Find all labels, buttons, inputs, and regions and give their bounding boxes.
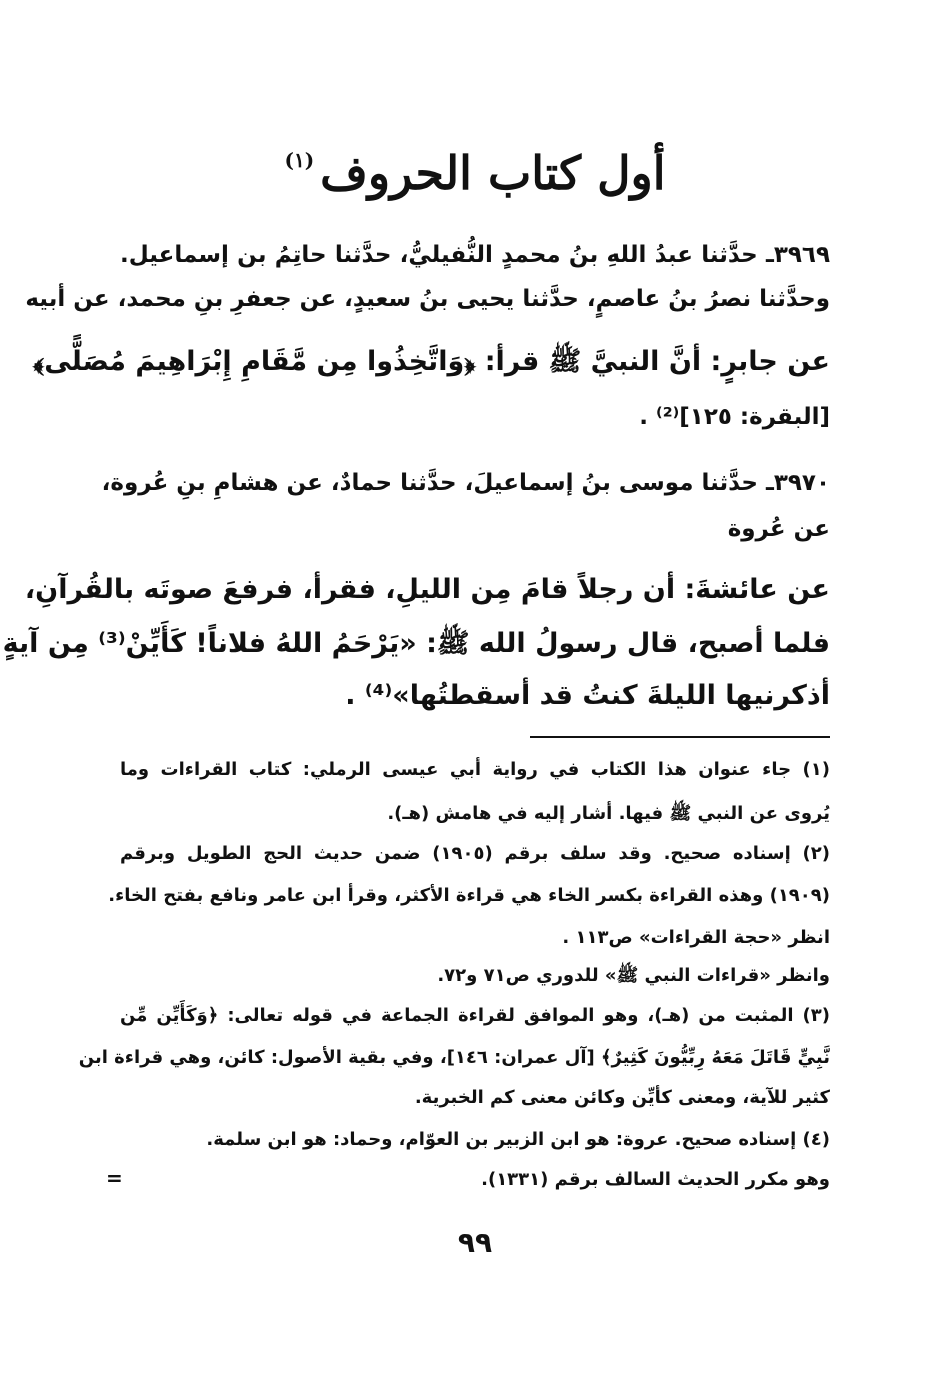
footnote-3-line-2: نَّبِيٍّ قَاتَلَ مَعَهُ رِبِّيُّونَ كَثِيرٌ﴾ [آل عمران: ١٤٦]، وفي بقية الأصول: كائن، وهي قراءة ابن: [78, 1047, 830, 1068]
hadith-3969-line-2: وحدَّثنا نصرُ بنُ عاصمٍ، حدَّثنا يحيى بنُ سعيدٍ، عن جعفرِ بنِ محمد، عن أبيه: [25, 286, 830, 312]
hadith-3970-line-3: عن عائشةَ: أن رجلاً قامَ مِن الليلِ، فقرأ، فرفعَ صوتَه بالقُرآنِ،: [24, 574, 830, 605]
footnote-4-line-2: وهو مكرر الحديث السالف برقم (١٣٣١).: [481, 1169, 830, 1190]
hadith-3969-line-1: ٣٩٦٩ـ حدَّثنا عبدُ اللهِ بنُ محمدٍ النُّفيليُّ، حدَّثنا حاتِمُ بن إسماعيل.: [120, 242, 830, 268]
footnote-2-line-4: وانظر «قراءات النبي ﷺ» للدوري ص٧١ و٧٢.: [437, 965, 830, 986]
hadith-3970-line-2: عن عُروة: [727, 516, 830, 542]
hadith-3970-line-5: أذكرنيها الليلةَ كنتُ قد أسقطتُها»⁽⁴⁾ .: [345, 680, 830, 711]
continuation-mark: =: [106, 1166, 123, 1190]
footnote-3-line-3: كثير للآية، ومعنى كأيِّن وكائن معنى كم الخبرية.: [414, 1087, 830, 1108]
footnote-1-line-2: يُروى عن النبي ﷺ فيها. أشار إليه في هامش (هـ).: [387, 803, 830, 824]
chapter-title-footnote-ref: (١): [284, 148, 315, 172]
chapter-title: [0, 130, 950, 203]
footnote-1-line-1: (١) جاء عنوان هذا الكتاب في رواية أبي عيسى الرملي: كتاب القراءات وما: [120, 759, 830, 780]
hadith-3969-line-4: [البقرة: ١٢٥]⁽²⁾ .: [639, 404, 830, 430]
hadith-3970-line-1: ٣٩٧٠ـ حدَّثنا موسى بنُ إسماعيلَ، حدَّثنا حمادٌ، عن هشامِ بنِ عُروة،: [101, 470, 830, 496]
hadith-3969-line-3: عن جابرٍ: أنَّ النبيَّ ﷺ قرأ: ﴿وَاتَّخِذُوا مِن مَّقَامِ إِبْرَاهِيمَ مُصَلًّى﴾: [33, 346, 830, 377]
footnote-4-line-1: (٤) إسناده صحيح. عروة: هو ابن الزبير بن العوّام، وحماد: هو ابن سلمة.: [206, 1129, 830, 1150]
page-number: ٩٩: [457, 1226, 493, 1259]
footnote-2-line-1: (٢) إسناده صحيح. وقد سلف برقم (١٩٠٥) ضمن حديث الحج الطويل وبرقم: [120, 843, 830, 864]
footnote-3-line-1: (٣) المثبت من (هـ)، وهو الموافق لقراءة الجماعة في قوله تعالى: ﴿وَكَأَيِّن مِّن: [120, 1005, 830, 1026]
chapter-title-text: أول كتاب الحروف: [320, 146, 666, 200]
footnote-separator: [530, 736, 830, 738]
footnote-2-line-2: (١٩٠٩) وهذه القراءة بكسر الخاء هي قراءة الأكثر، وقرأ ابن عامر ونافع بفتح الخاء.: [108, 885, 830, 906]
footnote-2-line-3: انظر «حجة القراءات» ص١١٣ .: [562, 927, 830, 948]
hadith-3970-line-4: فلما أصبح، قال رسولُ الله ﷺ: «يَرْحَمُ اللهُ فلاناً! كَأَيِّنْ⁽³⁾ مِن آيةٍ: [2, 628, 830, 659]
